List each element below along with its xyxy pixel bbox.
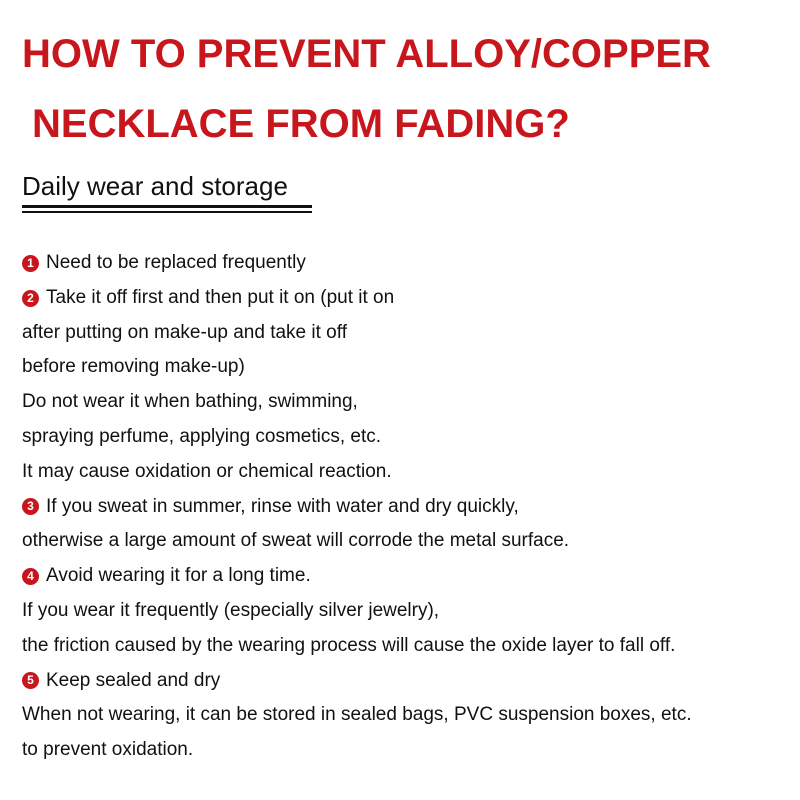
- list-item-text: Avoid wearing it for a long time.: [46, 565, 311, 587]
- list-item-text: If you wear it frequently (especially silver jewelry),: [22, 599, 440, 621]
- list-item-continuation: [22, 733, 790, 768]
- page-title-line-1: HOW TO PREVENT ALLOY/COPPER: [22, 32, 711, 76]
- list-item-text: Need to be replaced frequently: [46, 252, 306, 273]
- list-item-text: Do not wear it when bathing, swimming,: [22, 391, 358, 413]
- number-badge-icon: 2: [22, 290, 39, 307]
- list-item-continuation: [22, 594, 790, 629]
- number-badge-icon: 1: [22, 255, 39, 272]
- list-item: [22, 246, 790, 281]
- number-badge-icon: 3: [22, 498, 39, 515]
- list-item-text: to prevent oxidation.: [22, 739, 194, 761]
- list-item: [22, 559, 790, 594]
- list-item-text: spraying perfume, applying cosmetics, etc.: [22, 425, 382, 447]
- instructions-list: [22, 246, 790, 768]
- list-item-text: Keep sealed and dry: [46, 669, 221, 691]
- list-item-continuation: [22, 350, 790, 385]
- list-item-continuation: [22, 698, 790, 733]
- list-item: [22, 490, 790, 525]
- list-item-continuation: [22, 629, 790, 664]
- number-badge-icon: 5: [22, 672, 39, 689]
- list-item-text: the friction caused by the wearing process will cause the oxide layer to fall off.: [22, 634, 676, 656]
- list-item-text: It may cause oxidation or chemical reaction.: [22, 460, 392, 482]
- list-item-text: If you sweat in summer, rinse with water and dry quickly,: [46, 495, 519, 517]
- heading-underline-thin: [22, 211, 312, 213]
- list-item-continuation: [22, 455, 790, 490]
- section-heading: Daily wear and storage: [22, 171, 288, 201]
- list-item-continuation: [22, 316, 790, 351]
- list-item: [22, 281, 790, 316]
- list-item-text: after putting on make-up and take it off: [22, 321, 347, 343]
- list-item-text: otherwise a large amount of sweat will corrode the metal surface.: [22, 530, 570, 552]
- list-item-continuation: [22, 385, 790, 420]
- list-item-text: before removing make-up): [22, 356, 245, 378]
- list-item: [22, 664, 790, 699]
- number-badge-icon: 4: [22, 568, 39, 585]
- list-item-text: When not wearing, it can be stored in sealed bags, PVC suspension boxes, etc.: [22, 704, 692, 726]
- list-item-continuation: [22, 420, 790, 455]
- list-item-text: Take it off first and then put it on (put it on: [46, 286, 395, 308]
- list-item-continuation: [22, 524, 790, 559]
- page-title-line-2: NECKLACE FROM FADING?: [32, 102, 570, 146]
- heading-underline-thick: [22, 205, 312, 208]
